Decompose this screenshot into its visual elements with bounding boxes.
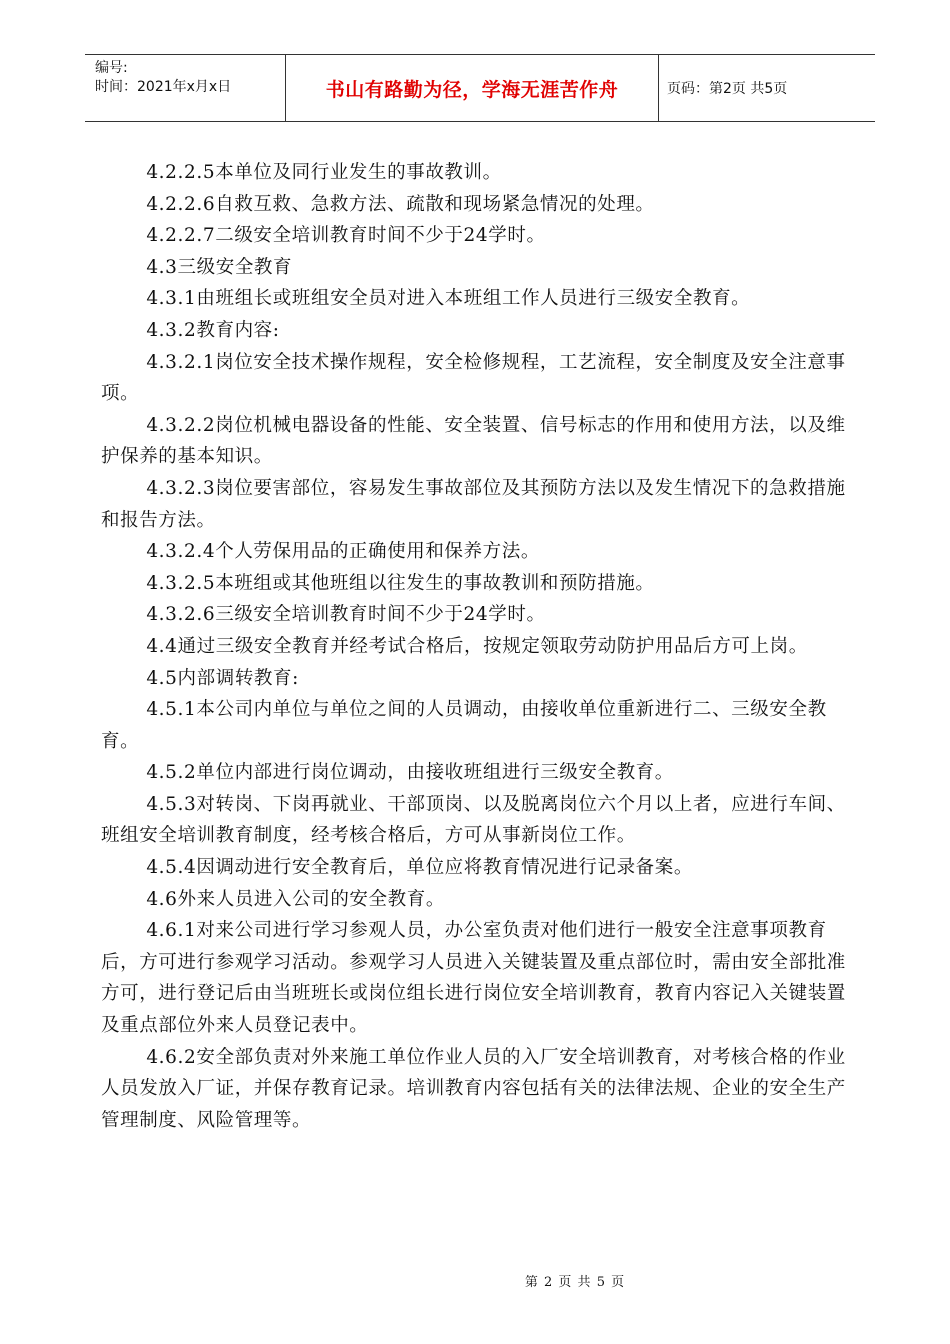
- paragraph: 4.5.4因调动进行安全教育后，单位应将教育情况进行记录备案。: [146, 857, 693, 879]
- paragraph: 4.2.2.7二级安全培训教育时间不少于24学时。: [146, 225, 546, 247]
- paragraph: 4.3.2.5本班组或其他班组以往发生的事故教训和预防措施。: [146, 572, 655, 594]
- page-header: [85, 54, 875, 122]
- header-motto: 书山有路勤为径，学海无涯苦作舟: [285, 55, 659, 121]
- footer-page-number: 第 2 页 共 5 页: [524, 1275, 626, 1290]
- paragraph: 4.2.2.5本单位及同行业发生的事故教训。: [146, 162, 502, 183]
- paragraph: 4.5.3对转岗、下岗再就业、干部顶岗、以及脱离岗位六个月以上者，应进行车间、班组安全培训教育制度，经考核合格后，方可从事新岗位工作。: [101, 793, 846, 847]
- paragraph: 4.3.2.1岗位安全技术操作规程，安全检修规程，工艺流程，安全制度及安全注意事项。: [101, 351, 846, 405]
- paragraph: 4.3三级安全教育: [146, 256, 293, 278]
- paragraph: 4.3.2.3岗位要害部位，容易发生事故部位及其预防方法以及发生情况下的急救措施和报告方法。: [101, 477, 846, 531]
- paragraph: 4.3.2.2岗位机械电器设备的性能、安全装置、信号标志的作用和使用方法，以及维护保养的基本知识。: [101, 414, 846, 468]
- paragraph: 4.6外来人员进入公司的安全教育。: [146, 888, 445, 910]
- paragraph: 4.5.1本公司内单位与单位之间的人员调动，由接收单位重新进行二、三级安全教育。: [101, 699, 827, 752]
- header-page-info: 页码：第2页 共5页: [667, 81, 788, 97]
- paragraph: 4.2.2.6自救互救、急救方法、疏散和现场紧急情况的处理。: [146, 193, 655, 215]
- paragraph: 4.3.2教育内容:: [146, 319, 280, 341]
- paragraph: 4.3.2.4个人劳保用品的正确使用和保养方法。: [146, 541, 540, 563]
- serial-label: 编号:: [95, 60, 128, 76]
- paragraph: 4.3.1由班组长或班组安全员对进入本班组工作人员进行三级安全教育。: [146, 288, 751, 310]
- page-footer: [0, 1271, 950, 1290]
- paragraph: 4.6.1对来公司进行学习参观人员，办公室负责对他们进行一般安全注意事项教育后，方可进行参观学习活动。参观学习人员进入关键装置及重点部位时，需由安全部批准方可，进行登记后由当班班长或岗位组长进行岗位安全培训教育，教育内容记入关键装置及重点部位外来人员登记表中。: [101, 920, 846, 1037]
- header-meta: [85, 55, 285, 121]
- paragraph: 4.4通过三级安全教育并经考试合格后，按规定领取劳动防护用品后方可上岗。: [146, 635, 808, 657]
- time-label: 时间：2021年x月x日: [95, 79, 232, 95]
- paragraph: 4.5.2单位内部进行岗位调动，由接收班组进行三级安全教育。: [146, 762, 674, 784]
- paragraph: 4.6.2安全部负责对外来施工单位作业人员的入厂安全培训教育，对考核合格的作业人员发放入厂证，并保存教育记录。培训教育内容包括有关的法律法规、企业的安全生产管理制度、风险管理等。: [101, 1046, 846, 1131]
- paragraph: 4.5内部调转教育:: [146, 667, 299, 689]
- document-body: [101, 157, 861, 1136]
- paragraph: 4.3.2.6三级安全培训教育时间不少于24学时。: [146, 604, 546, 626]
